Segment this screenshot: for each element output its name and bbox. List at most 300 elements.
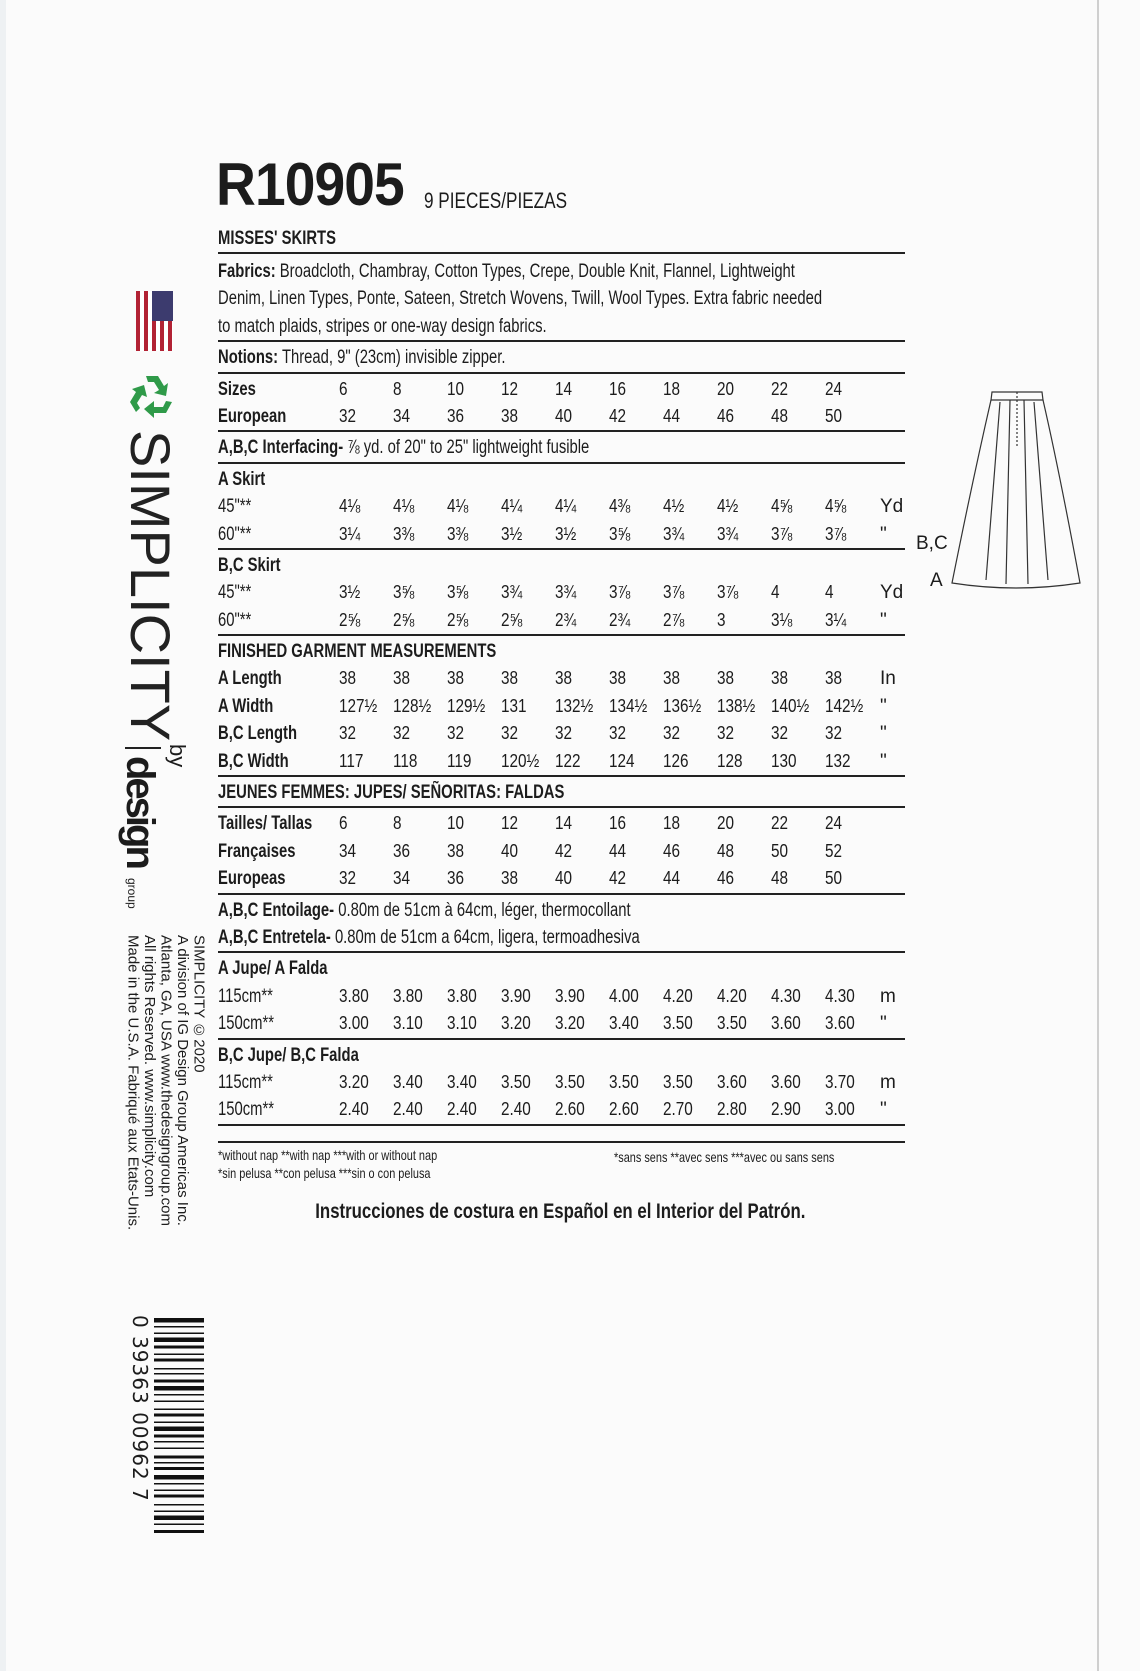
barcode-bar: [154, 1495, 204, 1498]
text-label: Notions:: [218, 347, 279, 369]
row-label: B,C Length: [218, 723, 298, 745]
table-cell: 3¼: [825, 609, 847, 630]
unit-label: ": [880, 1099, 887, 1121]
table-cell: 48: [771, 405, 789, 426]
text-label: A,B,C Interfacing-: [218, 437, 344, 459]
view-label-bc: B,C: [916, 533, 948, 554]
barcode-bar: [154, 1462, 204, 1464]
table-cell: 138½: [717, 695, 756, 716]
simplicity-logo: SIMPLICITY: [119, 430, 182, 742]
unit-label: m: [880, 1071, 896, 1093]
barcode-bar: [154, 1427, 204, 1432]
table-cell: 2.40: [339, 1099, 369, 1120]
unit-label: Yd: [880, 496, 904, 518]
barcode-bar: [154, 1435, 204, 1438]
table-cell: 40: [501, 840, 519, 861]
barcode-bar: [154, 1475, 204, 1480]
table-cell: 120½: [501, 750, 540, 771]
copyright-line: Atlanta, GA, USA www.thedesigngroup.com: [157, 935, 175, 1226]
table-cell: 3.10: [447, 1013, 477, 1034]
barcode-bar: [154, 1346, 204, 1349]
barcode-bar: [154, 1448, 204, 1450]
barcode-bar: [154, 1456, 204, 1459]
table-cell: 42: [555, 840, 573, 861]
table-cell: 10: [447, 813, 465, 834]
unit-label: ": [880, 723, 887, 745]
table-cell: 3: [717, 609, 726, 630]
table-cell: 32: [447, 723, 465, 744]
section-heading: JEUNES FEMMES: JUPES/ SEÑORITAS: FALDAS: [218, 782, 565, 804]
text-value: ⅞ yd. of 20" to 25" lightweight fusible: [347, 437, 590, 459]
section-heading-row: [218, 779, 905, 806]
table-cell: 32: [339, 723, 357, 744]
unit-label: ": [880, 609, 887, 631]
text-label: A,B,C Entoilage-: [218, 899, 335, 921]
table-cell: 129½: [447, 695, 486, 716]
table-cell: 3⅛: [771, 609, 793, 630]
table-cell: 34: [393, 405, 411, 426]
table-cell: 38: [447, 840, 465, 861]
table-cell: 3.60: [771, 1013, 801, 1034]
table-cell: 4⅛: [447, 496, 469, 517]
table-cell: 32: [825, 723, 843, 744]
table-cell: 4⅛: [339, 496, 361, 517]
text-value: Denim, Linen Types, Ponte, Sateen, Stretch Wovens, Twill, Wool Types. Extra fabric needed: [218, 288, 823, 310]
table-cell: 36: [447, 405, 465, 426]
table-cell: 3.20: [339, 1071, 369, 1092]
table-cell: 3⅜: [447, 523, 469, 544]
text-row: [218, 313, 905, 340]
text-row: [218, 924, 905, 951]
table-cell: 16: [609, 378, 627, 399]
table-cell: 10: [447, 378, 465, 399]
chart-section: [218, 775, 905, 806]
table-cell: 2.90: [771, 1099, 801, 1120]
table-cell: 122: [555, 750, 581, 771]
table-cell: 44: [663, 868, 681, 889]
table-cell: 4¼: [555, 496, 577, 517]
table-cell: 4.30: [825, 985, 855, 1006]
table-cell: 2⅝: [447, 609, 469, 630]
table-cell: 3⅞: [717, 582, 739, 603]
table-cell: 3½: [501, 523, 523, 544]
table-cell: 52: [825, 840, 843, 861]
footnote-french: *sans sens **avec sens ***avec ou sans sens: [614, 1149, 835, 1165]
design-group-logo: design: [118, 756, 162, 867]
unit-label: Yd: [880, 582, 904, 604]
table-cell: 24: [825, 378, 843, 399]
text-value: 0.80m de 51cm à 64cm, léger, thermocollant: [338, 899, 631, 921]
pattern-title: MISSES' SKIRTS: [218, 228, 336, 249]
text-line: [218, 258, 795, 285]
section-heading: B,C Skirt: [218, 554, 281, 576]
table-row: [218, 1010, 905, 1037]
table-row: [218, 1069, 905, 1096]
copyright-block: [124, 935, 207, 1230]
table-cell: 3.00: [825, 1099, 855, 1120]
table-cell: 50: [825, 405, 843, 426]
table-cell: 3⅞: [663, 582, 685, 603]
table-cell: 3¼: [339, 523, 361, 544]
table-cell: 2.80: [717, 1099, 747, 1120]
table-row: [218, 521, 905, 548]
table-cell: 44: [609, 840, 627, 861]
text-line: [218, 897, 631, 924]
table-cell: 128½: [393, 695, 432, 716]
table-cell: 3.20: [501, 1013, 531, 1034]
table-cell: 18: [663, 813, 681, 834]
section-heading-row: [218, 955, 905, 982]
table-cell: 3⅝: [609, 523, 631, 544]
page-edge-right: [1097, 0, 1099, 1671]
table-row: [218, 983, 905, 1010]
text-value: Broadcloth, Chambray, Cotton Types, Crepe, Double Knit, Flannel, Lightweight: [279, 261, 795, 282]
table-cell: 136½: [663, 695, 702, 716]
table-cell: 2.40: [447, 1099, 477, 1120]
table-cell: 131: [501, 695, 527, 716]
table-cell: 4: [771, 582, 780, 603]
table-row: [218, 720, 905, 747]
table-row: [218, 665, 905, 692]
table-cell: 32: [339, 868, 357, 889]
pattern-number: R10905: [216, 151, 404, 218]
table-cell: 3.80: [393, 985, 423, 1006]
table-cell: 34: [393, 868, 411, 889]
logo-divider: [125, 747, 161, 749]
table-cell: 3⅝: [447, 582, 469, 603]
unit-label: m: [880, 985, 896, 1007]
table-cell: 3.40: [609, 1013, 639, 1034]
table-cell: 38: [393, 668, 411, 689]
table-cell: 32: [555, 723, 573, 744]
table-row: [218, 865, 905, 892]
table-cell: 12: [501, 813, 519, 834]
row-label: Sizes: [218, 378, 256, 400]
table-cell: 3.60: [825, 1013, 855, 1034]
table-cell: 4½: [663, 496, 685, 517]
table-cell: 127½: [339, 695, 378, 716]
table-row: [218, 1096, 905, 1123]
table-cell: 4⅛: [393, 496, 415, 517]
table-cell: 32: [771, 723, 789, 744]
row-label: 115cm**: [218, 985, 273, 1007]
chart-section: [218, 430, 905, 461]
table-cell: 38: [501, 868, 519, 889]
text-line: [218, 344, 505, 371]
skirt-line-drawing: [950, 388, 1082, 593]
table-cell: 3¾: [501, 582, 523, 603]
table-cell: 3.50: [717, 1013, 747, 1034]
unit-label: ": [880, 695, 887, 717]
text-value: 0.80m de 51cm a 64cm, ligera, termoadhesiva: [334, 926, 640, 948]
table-row: [218, 403, 905, 430]
table-cell: 3⅝: [393, 582, 415, 603]
barcode-bar: [154, 1386, 204, 1391]
barcode-bar: [154, 1359, 204, 1362]
table-cell: 3⅞: [771, 523, 793, 544]
table-cell: 3¾: [717, 523, 739, 544]
table-cell: 2⅞: [663, 609, 685, 630]
chart-bottom-rule: [218, 1124, 905, 1126]
table-cell: 4.30: [771, 985, 801, 1006]
table-cell: 46: [663, 840, 681, 861]
table-cell: 6: [339, 813, 348, 834]
chart-section: [218, 340, 905, 371]
table-cell: 38: [501, 668, 519, 689]
page-edge-left: [0, 0, 6, 1671]
barcode-bar: [154, 1516, 204, 1521]
barcode-bar: [154, 1409, 204, 1411]
barcode-bar: [154, 1511, 204, 1513]
row-label: 45"**: [218, 496, 252, 518]
table-cell: 3⅞: [609, 582, 631, 603]
table-cell: 3.60: [717, 1071, 747, 1092]
row-label: A Length: [218, 668, 282, 690]
row-label: Tailles/ Tallas: [218, 813, 313, 835]
table-cell: 3.40: [393, 1071, 423, 1092]
table-cell: 32: [663, 723, 681, 744]
table-cell: 4.00: [609, 985, 639, 1006]
chart-section: [218, 1038, 905, 1124]
section-heading: FINISHED GARMENT MEASUREMENTS: [218, 641, 497, 663]
row-label: 45"**: [218, 582, 252, 604]
table-cell: 3.80: [339, 985, 369, 1006]
table-cell: 20: [717, 813, 735, 834]
barcode-bar: [154, 1530, 204, 1533]
barcode-bar: [154, 1524, 204, 1526]
barcode-bar: [154, 1483, 204, 1485]
table-cell: 22: [771, 378, 789, 399]
text-value: Thread, 9" (23cm) invisible zipper.: [281, 347, 506, 369]
table-cell: 3.40: [447, 1071, 477, 1092]
table-cell: 4.20: [717, 985, 747, 1006]
barcode-bar: [154, 1333, 204, 1335]
table-cell: 42: [609, 868, 627, 889]
table-cell: 2.60: [555, 1099, 585, 1120]
row-label: 60"**: [218, 609, 252, 631]
table-cell: 2⅝: [339, 609, 361, 630]
table-cell: 46: [717, 868, 735, 889]
table-cell: 4: [825, 582, 834, 603]
copyright-line: A division of IG Design Group Americas Inc.: [174, 935, 191, 1226]
unit-label: ": [880, 750, 887, 772]
chart-section: [218, 806, 905, 892]
row-label: European: [218, 405, 287, 427]
table-cell: 38: [339, 668, 357, 689]
piece-count: 9 PIECES/PIEZAS: [424, 188, 568, 213]
chart-section: [218, 372, 905, 431]
us-flag-icon: [136, 291, 173, 351]
table-cell: 24: [825, 813, 843, 834]
table-cell: 4½: [717, 496, 739, 517]
table-cell: 44: [663, 405, 681, 426]
table-cell: 4⅝: [825, 496, 847, 517]
table-cell: 2⅝: [393, 609, 415, 630]
table-cell: 4⅝: [771, 496, 793, 517]
row-label: 115cm**: [218, 1071, 273, 1093]
table-cell: 2.70: [663, 1099, 693, 1120]
table-cell: 3.50: [663, 1071, 693, 1092]
table-cell: 8: [393, 813, 402, 834]
barcode-bar: [154, 1318, 204, 1323]
table-cell: 8: [393, 378, 402, 399]
barcode-bar: [154, 1401, 204, 1403]
unit-label: ": [880, 523, 887, 545]
table-cell: 50: [771, 840, 789, 861]
text-label: A,B,C Entretela-: [218, 926, 331, 948]
table-cell: 3.00: [339, 1013, 369, 1034]
table-row: [218, 579, 905, 606]
table-cell: 3.50: [609, 1071, 639, 1092]
table-cell: 3.50: [501, 1071, 531, 1092]
table-cell: 2.40: [393, 1099, 423, 1120]
chart-section: [218, 252, 905, 340]
row-label: 150cm**: [218, 1099, 275, 1121]
section-heading-row: [218, 466, 905, 493]
text-row: [218, 285, 905, 312]
table-cell: 14: [555, 378, 573, 399]
table-cell: 14: [555, 813, 573, 834]
table-cell: 32: [339, 405, 357, 426]
table-cell: 2¾: [555, 609, 577, 630]
spanish-note-text: Instrucciones de costura en Español en el Interior del Patrón.: [314, 1200, 806, 1223]
text-row: [218, 344, 905, 371]
barcode-bar: [154, 1504, 204, 1506]
table-cell: 117: [339, 750, 364, 771]
table-cell: 4¼: [501, 496, 523, 517]
text-label: Fabrics:: [218, 261, 276, 282]
unit-label: In: [880, 668, 896, 690]
table-cell: 38: [717, 668, 735, 689]
barcode-bar: [154, 1422, 204, 1424]
chart-section: [218, 893, 905, 952]
table-cell: 38: [663, 668, 681, 689]
table-cell: 38: [501, 405, 519, 426]
chart-section: [218, 462, 905, 548]
text-line: [218, 434, 589, 461]
row-label: A Width: [218, 695, 274, 717]
barcode-bar: [154, 1326, 204, 1328]
table-row: [218, 693, 905, 720]
row-label: Françaises: [218, 840, 296, 862]
barcode-bar: [154, 1394, 204, 1396]
table-cell: 3⅞: [825, 523, 847, 544]
table-cell: 124: [609, 750, 635, 771]
text-line: [218, 285, 822, 312]
table-cell: 3½: [339, 582, 361, 603]
chart-section: [218, 951, 905, 1037]
row-label: 150cm**: [218, 1013, 275, 1035]
section-heading: A Skirt: [218, 468, 266, 490]
table-cell: 4⅜: [609, 496, 631, 517]
table-cell: 18: [663, 378, 681, 399]
barcode-bar: [154, 1373, 204, 1375]
table-cell: 32: [393, 723, 411, 744]
table-cell: 38: [825, 668, 843, 689]
table-cell: 3.90: [501, 985, 531, 1006]
table-cell: 22: [771, 813, 789, 834]
table-cell: 3½: [555, 523, 577, 544]
table-cell: 36: [393, 840, 411, 861]
table-cell: 42: [609, 405, 627, 426]
table-cell: 3¾: [663, 523, 685, 544]
barcode-bar: [154, 1368, 204, 1370]
table-cell: 40: [555, 868, 573, 889]
table-cell: 3.90: [555, 985, 585, 1006]
table-cell: 3.50: [555, 1071, 585, 1092]
section-heading-row: [218, 552, 905, 579]
table-cell: 12: [501, 378, 519, 399]
table-cell: 38: [447, 668, 465, 689]
table-cell: 32: [609, 723, 627, 744]
table-cell: 3.60: [771, 1071, 801, 1092]
copyright-line: Made in the U.S.A. Fabriqué aux Etats-Unis.: [124, 935, 142, 1231]
section-heading: A Jupe/ A Falda: [218, 958, 328, 980]
table-cell: 3⅜: [393, 523, 415, 544]
table-cell: 132: [825, 750, 851, 771]
unit-label: ": [880, 1013, 887, 1035]
view-label-a: A: [930, 570, 943, 591]
row-label: Europeas: [218, 868, 286, 890]
table-cell: 2.60: [609, 1099, 639, 1120]
table-cell: 40: [555, 405, 573, 426]
text-row: [218, 258, 905, 285]
barcode-bar: [154, 1467, 204, 1470]
table-cell: 6: [339, 378, 348, 399]
table-cell: 118: [393, 750, 418, 771]
table-cell: 126: [663, 750, 689, 771]
section-heading-row: [218, 638, 905, 665]
copyright-line: All rights Reserved. www.simplicity.com: [141, 935, 158, 1198]
section-heading-row: [218, 1042, 905, 1069]
table-cell: 140½: [771, 695, 810, 716]
table-cell: 2⅝: [501, 609, 523, 630]
row-label: 60"**: [218, 523, 252, 545]
table-cell: 4.20: [663, 985, 693, 1006]
section-heading: B,C Jupe/ B,C Falda: [218, 1044, 359, 1066]
text-line: [218, 924, 640, 951]
table-cell: 119: [447, 750, 472, 771]
table-cell: 16: [609, 813, 627, 834]
table-cell: 3.50: [663, 1013, 693, 1034]
text-line: [218, 313, 547, 340]
text-value: to match plaids, stripes or one-way design fabrics.: [218, 315, 547, 337]
table-cell: 48: [771, 868, 789, 889]
recycle-icon: [128, 372, 176, 420]
footnotes: [218, 1141, 905, 1181]
barcode-bar: [154, 1490, 204, 1492]
table-row: [218, 493, 905, 520]
chart-section: [218, 634, 905, 775]
table-cell: 34: [339, 840, 357, 861]
table-cell: 128: [717, 750, 743, 771]
barcode-bar: [154, 1338, 204, 1343]
table-cell: 3.10: [393, 1013, 423, 1034]
table-cell: 2¾: [609, 609, 631, 630]
table-cell: 3¾: [555, 582, 577, 603]
table-row: [218, 838, 905, 865]
table-cell: 142½: [825, 695, 864, 716]
table-row: [218, 748, 905, 775]
text-row: [218, 897, 905, 924]
table-row: [218, 376, 905, 403]
chart-section: [218, 548, 905, 634]
barcode-bar: [154, 1354, 204, 1356]
table-cell: 38: [555, 668, 573, 689]
table-cell: 130: [771, 750, 797, 771]
yardage-chart: [218, 252, 905, 1126]
table-cell: 50: [825, 868, 843, 889]
